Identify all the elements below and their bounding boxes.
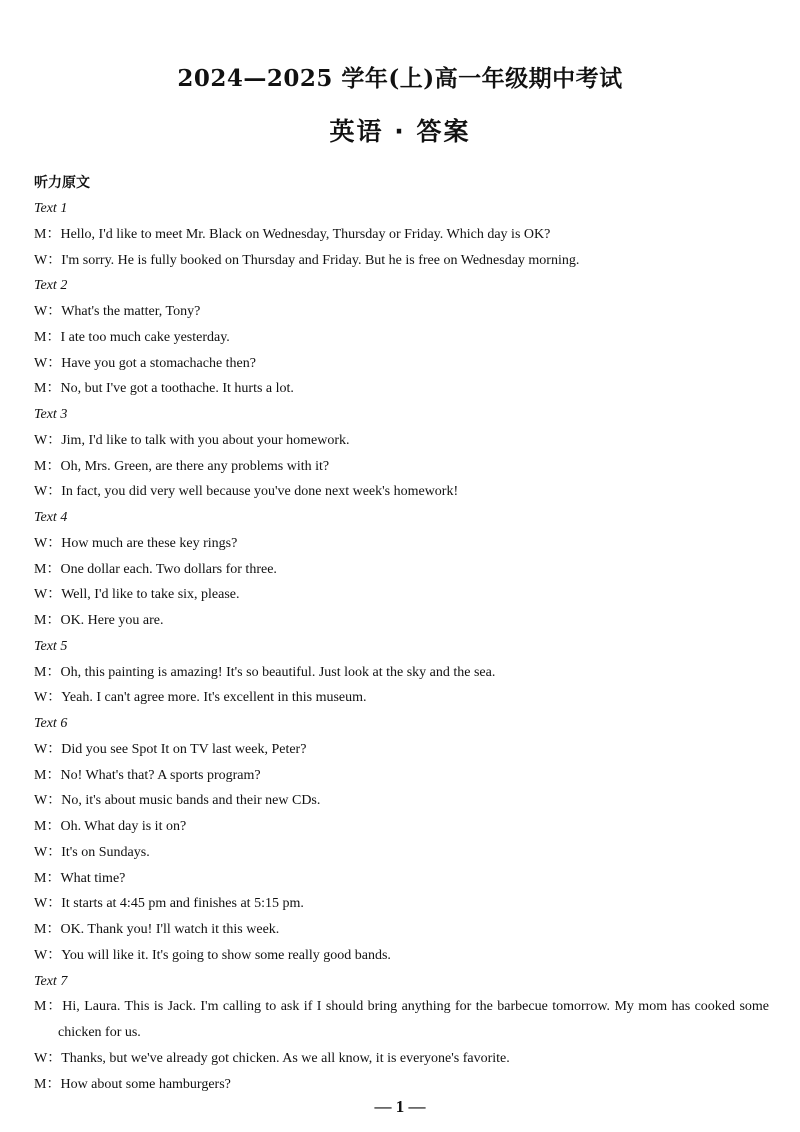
dialog-text: Hi, Laura. This is Jack. I'm calling to ask if I should bring anything for the barbecue tomorrow. My mom has cooked some chicken for us. [58,999,769,1040]
text-label: Text 1 [34,201,68,216]
dialog-line [34,788,769,814]
dialog-text: No, it's about music bands and their new CDs. [61,793,321,809]
dialog-text: Hello, I'd like to meet Mr. Black on Wednesday, Thursday or Friday. Which day is OK? [60,226,551,242]
speaker-label: M： [34,458,61,474]
dialog-line [34,917,769,943]
speaker-label: W： [34,844,62,860]
dialog-text: Thanks, but we've already got chicken. As we all know, it is everyone's favorite. [61,1050,510,1066]
dialog-line [34,763,769,789]
text-label: Text 3 [34,407,68,422]
exam-title: 2024—2025 学年(上)高一年级期中考试 [177,65,623,92]
speaker-label: W： [34,432,62,448]
dialog-text: It's on Sundays. [61,844,150,860]
speaker-label: W： [34,252,62,268]
dialog-line [34,222,769,248]
dialog-text: In fact, you did very well because you've done next week's homework! [61,484,459,500]
speaker-label: W： [34,793,62,809]
dialog-line [34,1072,769,1098]
dialog-line [34,299,769,325]
dialog-line [34,479,769,505]
dialog-text: Have you got a stomachache then? [61,355,256,371]
dialog-text: Well, I'd like to take six, please. [61,587,240,603]
dialog-line [34,685,769,711]
dialog-text: What's the matter, Tony? [61,304,201,319]
page-number: — 1 — [374,1097,426,1116]
dialog-line [34,582,769,608]
dialog-line [34,866,769,892]
speaker-label: W： [34,896,62,912]
dialog-line [34,814,769,840]
dialog-text: You will like it. It's going to show some really good bands. [61,947,391,963]
speaker-label: M： [34,999,63,1015]
dialog-line [34,737,769,763]
dialog-text: What time? [60,870,126,886]
dialog-text: No! What's that? A sports program? [60,767,261,783]
dialog-line [34,325,769,351]
speaker-label: M： [34,613,61,628]
dialog-line [34,376,769,402]
dialog-text: It starts at 4:45 pm and finishes at 5:15 pm. [61,896,304,912]
speaker-label: W： [34,741,62,757]
speaker-label: M： [34,226,61,242]
speaker-label: W： [34,304,62,319]
speaker-label: W： [34,1050,62,1066]
text-label: Text 2 [34,278,68,294]
section-heading: 听力原文 [34,175,90,191]
dialog-text: How much are these key rings? [61,535,238,551]
dialog-line [34,351,769,377]
dialog-text: Oh, this painting is amazing! It's so beautiful. Just look at the sky and the sea. [60,664,496,680]
dialog-text: OK. Thank you! I'll watch it this week. [60,922,280,937]
dialog-line [34,531,769,557]
speaker-label: M： [34,381,61,397]
speaker-label: W： [34,535,62,551]
answer-key-subtitle: 英语 · 答案 [329,117,471,146]
text-label: Text 7 [34,973,68,989]
dialog-text: Oh. What day is it on? [60,819,187,834]
speaker-label: M： [34,329,61,345]
dialog-line [34,454,769,480]
dialog-text: Did you see Spot It on TV last week, Peter? [61,741,307,757]
dialog-text: How about some hamburgers? [60,1076,231,1092]
speaker-label: W： [34,484,62,500]
text-label: Text 4 [34,510,68,525]
speaker-label: M： [34,767,61,783]
dialog-line [34,428,769,454]
dialog-text: OK. Here you are. [60,613,164,628]
dialog-text: Jim, I'd like to talk with you about your homework. [61,432,350,448]
dialog-text: One dollar each. Two dollars for three. [60,561,277,577]
dialog-line [34,1046,769,1072]
speaker-label: M： [34,870,61,886]
text-label: Text 6 [34,716,68,731]
speaker-label: M： [34,561,61,577]
dialog-text: Oh, Mrs. Green, are there any problems with it? [60,458,330,474]
text-label: Text 5 [34,638,68,654]
dialog-line [34,943,769,969]
speaker-label: M： [34,664,61,680]
speaker-label: W： [34,587,62,603]
dialog-line [34,557,769,583]
dialog-line [34,660,769,686]
dialog-text: I'm sorry. He is fully booked on Thursday and Friday. But he is free on Wednesday morning. [61,252,580,268]
dialog-text: No, but I've got a toothache. It hurts a lot. [60,381,294,397]
dialog-text: Yeah. I can't agree more. It's excellent in this museum. [61,690,367,706]
dialog-text: I ate too much cake yesterday. [60,329,230,345]
dialog-line [34,248,769,274]
speaker-label: M： [34,1076,61,1092]
dialog-line [34,840,769,866]
speaker-label: W： [34,355,62,371]
speaker-label: W： [34,947,62,963]
transcript-lines [34,196,769,1097]
dialog-line [34,994,769,1046]
speaker-label: M： [34,922,61,937]
speaker-label: M： [34,819,61,834]
dialog-line [34,608,769,634]
dialog-line [34,891,769,917]
speaker-label: W： [34,690,62,706]
